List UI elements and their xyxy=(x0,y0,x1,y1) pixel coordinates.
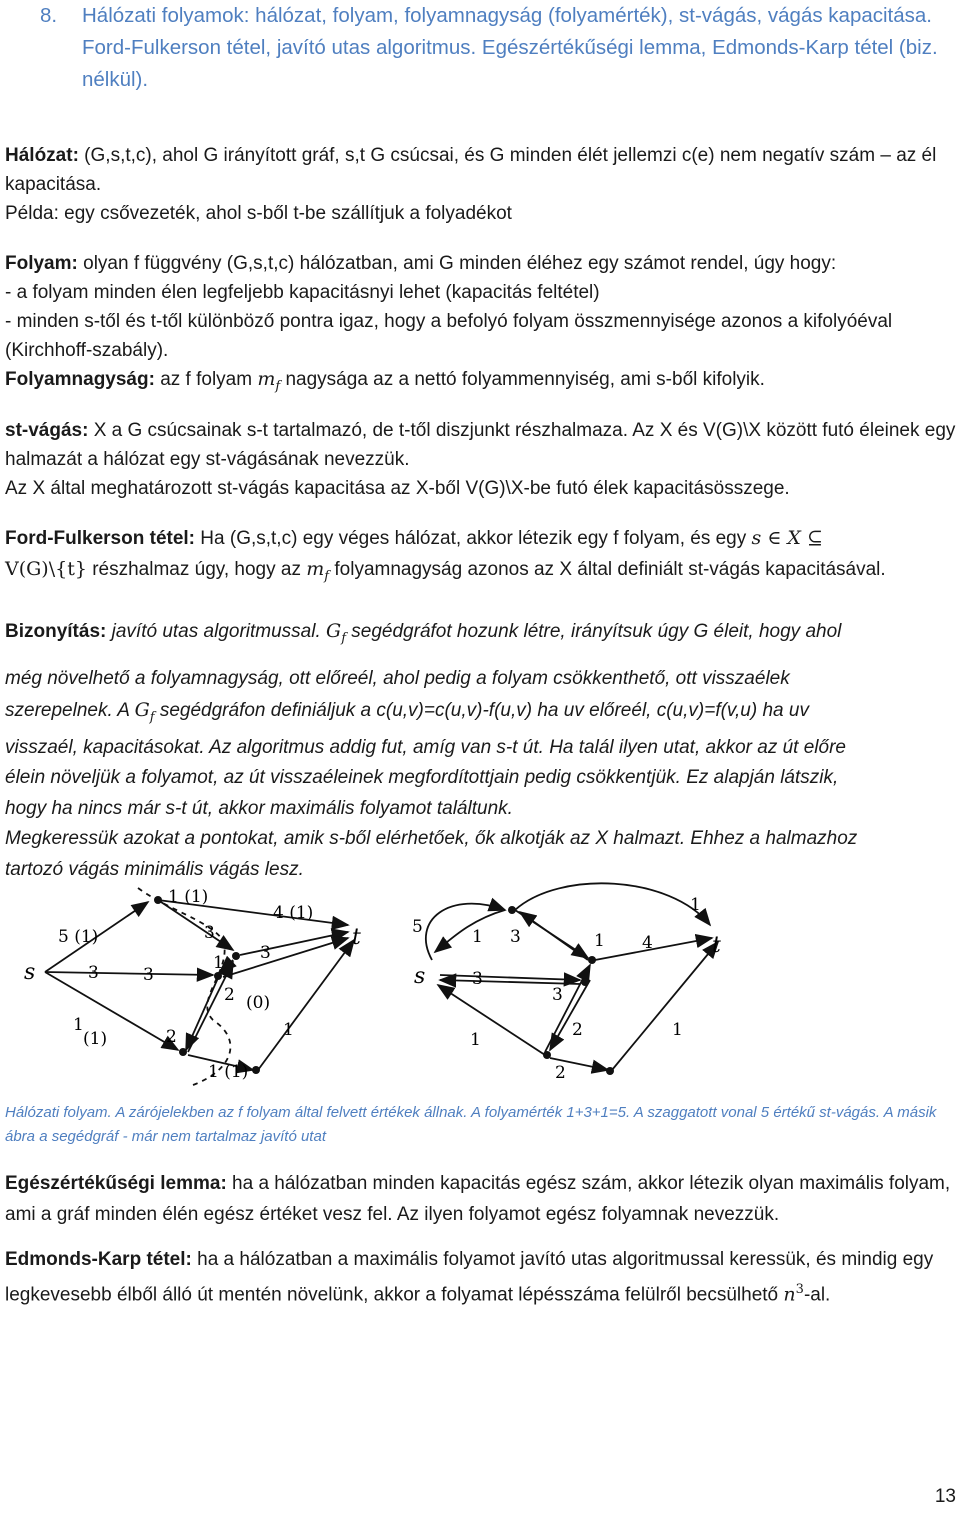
folyamnagysag-symbol: m xyxy=(257,368,276,390)
edge-label: 4 xyxy=(642,933,653,953)
edmonds-exponent: 3 xyxy=(795,1282,804,1297)
edge-label: 5 (1) xyxy=(58,927,99,947)
edge-label: 1 xyxy=(472,927,483,947)
halozat-text: (G,s,t,c), ahol G irányított gráf, s,t G csúcsai, és G minden élét jellemzi c(e) nem negatív szám – az él kapacitása. xyxy=(5,145,937,195)
node-circle xyxy=(508,906,516,914)
proof-gf-subscript-2: f xyxy=(149,709,155,725)
section-title: Hálózati folyamok: hálózat, folyam, folyamnagyság (folyamérték), st-vágás, vágás kapacitása. Ford-Fulkerson tétel, javító utas algoritmus. Egészértékűségi lemma, Edmonds-Karp tétel (biz. nélkül). xyxy=(82,4,938,91)
node-circle xyxy=(581,978,589,986)
node-label-s: s xyxy=(414,964,426,989)
edge-label: (0) xyxy=(246,993,271,1013)
proof-gf-subscript: f xyxy=(341,630,347,646)
proof-line8: tartozó vágás minimális vágás lesz. xyxy=(5,858,304,880)
ford-pre: Ha (G,s,t,c) egy véges hálózat, akkor létezik egy f folyam, és egy xyxy=(195,528,752,549)
proof-term: Bizonyítás: xyxy=(5,621,107,642)
edge-label: 1 xyxy=(470,1030,481,1050)
edge-label: 1 (1) xyxy=(168,887,209,907)
stvagas-term: st-vágás: xyxy=(5,420,89,441)
node-label-s: s xyxy=(24,960,36,985)
node-label-t: t xyxy=(712,933,721,958)
node-circle xyxy=(606,1067,614,1075)
edge-label: 2 xyxy=(555,1063,566,1083)
proof-line7: Megkeressük azokat a pontokat, amik s-ből elérhetőek, ők alkotják az X halmazt. Ehhez a halmazhoz xyxy=(5,828,858,850)
ford-math-set: s ∈ X ⊆ xyxy=(751,527,823,549)
edge-label: 3 xyxy=(204,923,215,943)
edge-label: 3 xyxy=(510,927,521,947)
page-number: 13 xyxy=(934,1486,956,1507)
folyam-condition-capacity: - a folyam minden élen legfeljebb kapacitásnyi lehet (kapacitás feltétel) xyxy=(5,282,600,303)
folyamnagysag-subscript: f xyxy=(275,378,281,394)
ford-m-symbol: m xyxy=(306,558,325,580)
proof-line1a: javító utas algoritmussal. xyxy=(106,621,327,642)
edge-label: 1 xyxy=(283,1020,294,1040)
node-circle xyxy=(179,1048,187,1056)
proof-line3b: segédgráfon definiáljuk a c(u,v)=c(u,v)-f(u,v) ha uv előreél, c(u,v)=f(v,u) ha uv xyxy=(154,699,809,721)
edge-label: 1 (1) xyxy=(208,1062,249,1082)
proof-line4: visszaél, kapacitásokat. Az algoritmus addig fut, amíg van s-t út. Ha talál ilyen utat, akkor az út előre xyxy=(5,736,846,758)
proof xyxy=(5,616,957,654)
ford-m-subscript: f xyxy=(324,568,330,584)
proof-line2: még növelhető a folyamnagyság, ott előreél, ahol pedig a folyam csökkenthető, ott visszaélek xyxy=(5,668,790,689)
flow-network-figure xyxy=(18,880,390,1090)
node-circle xyxy=(232,952,240,960)
node-circle xyxy=(154,896,162,904)
proof-line6: hogy ha nincs már s-t út, akkor maximális folyamot találtunk. xyxy=(5,797,513,819)
edge-label: 1 xyxy=(672,1020,683,1040)
edmonds-karp-theorem xyxy=(5,1245,957,1310)
folyam-text: olyan f függvény (G,s,t,c) hálózatban, ami G minden éléhez egy számot rendel, úgy hogy: xyxy=(77,253,837,274)
edmonds-n-symbol: n xyxy=(783,1283,796,1306)
folyamnagysag-post: nagysága az a nettó folyammennyiség, ami s-ből kifolyik. xyxy=(280,369,765,390)
proof-line3a: szerepelnek. A xyxy=(5,699,135,721)
proof-gf-symbol: G xyxy=(326,620,342,642)
ford-fulkerson-theorem xyxy=(5,523,957,592)
ford-mid: részhalmaz úgy, hogy az xyxy=(86,559,307,580)
folyam-term: Folyam: xyxy=(5,253,78,274)
halozat-term: Hálózat: xyxy=(5,145,79,166)
folyam-definition xyxy=(5,249,957,401)
edge-label: 1 xyxy=(213,953,224,973)
folyam-condition-kirchhoff: - minden s-től és t-től különböző pontra igaz, hogy a befolyó folyam összmennyisége azonos a kifolyóéval (Kirchhoff-szabály). xyxy=(5,311,893,361)
integrality-lemma xyxy=(5,1168,957,1230)
section-number: 8. xyxy=(40,4,58,27)
node-circle xyxy=(588,956,596,964)
folyamnagysag-pre: az f folyam xyxy=(154,369,258,390)
node-label-t: t xyxy=(352,925,361,950)
ford-post: folyamnagyság azonos az X által definiált st-vágás kapacitásával. xyxy=(329,559,886,580)
edmonds-term: Edmonds-Karp tétel: xyxy=(5,1249,192,1270)
edge-label: 5 xyxy=(412,917,423,937)
ford-term: Ford-Fulkerson tétel: xyxy=(5,528,196,549)
edge-label: 1 xyxy=(690,895,701,915)
proof-continued xyxy=(5,664,957,885)
lemma-text: ha a hálózatban minden kapacitás egész szám, akkor létezik olyan maximális folyam, ami a gráf minden élén egész értéket vesz fel. Az ilyen folyamot egész folyamnak nevezzük. xyxy=(5,1173,951,1225)
edge-label: 2 xyxy=(224,985,235,1005)
node-circle xyxy=(543,1051,551,1059)
edmonds-text: ha a hálózatban a maximális folyamot javító utas algoritmussal keressük, és mindig egy legkevesebb élből álló út mentén növelünk, akkor a folyamat lépésszáma felülről becsülhető xyxy=(5,1249,934,1306)
edge-label: 2 xyxy=(572,1020,583,1040)
edge-label: 3 xyxy=(552,985,563,1005)
edge-label: 1 xyxy=(73,1015,84,1035)
node-circle xyxy=(252,1066,260,1074)
stvagas-definition xyxy=(5,416,957,503)
edmonds-post: -al. xyxy=(803,1284,831,1306)
stvagas-capacity: Az X által meghatározott st-vágás kapacitása az X-ből V(G)\X-be futó élek kapacitásösszege. xyxy=(5,478,790,499)
halozat-definition xyxy=(5,141,957,228)
stvagas-text: X a G csúcsainak s-t tartalmazó, de t-től diszjunkt részhalmaza. Az X és V(G)\X között futó éleinek egy halmazát a hálózat egy st-vágásának nevezzük. xyxy=(5,420,956,470)
node-circle xyxy=(214,972,222,980)
halozat-example: Példa: egy csővezeték, ahol s-ből t-be szállítjuk a folyadékot xyxy=(5,203,512,224)
figure-caption: Hálózati folyam. A zárójelekben az f folyam által felvett értékek állnak. A folyamérték 1+3+1=5. A szaggatott vonal 5 értékű st-vágás. A másik ábra a segédgráf - már nem tartalmaz javító utat xyxy=(5,1104,937,1145)
edge-label: 3 xyxy=(472,969,483,989)
proof-line1b: segédgráfot hozunk létre, irányítsuk úgy G éleit, hogy ahol xyxy=(346,621,842,642)
proof-gf-symbol-2: G xyxy=(134,698,150,721)
lemma-term: Egészértékűségi lemma: xyxy=(5,1173,227,1194)
residual-graph-figure xyxy=(390,880,750,1090)
edge-label: 3 xyxy=(143,965,154,985)
section-heading xyxy=(40,0,942,96)
edge-label: 3 xyxy=(260,943,271,963)
folyamnagysag-term: Folyamnagyság: xyxy=(5,369,155,390)
edge-label: 4 (1) xyxy=(273,903,314,923)
edge-label: (1) xyxy=(83,1029,108,1049)
edge-label: 2 xyxy=(166,1027,177,1047)
proof-line5: élein növeljük a folyamot, az út visszaéleinek megfordítottjain pedig csökkentjük. Ez alapján látszik, xyxy=(5,767,839,789)
edge-label: 1 xyxy=(594,931,605,951)
ford-math-complement: V(G)\{t} xyxy=(5,558,87,580)
edge-label: 3 xyxy=(88,963,99,983)
